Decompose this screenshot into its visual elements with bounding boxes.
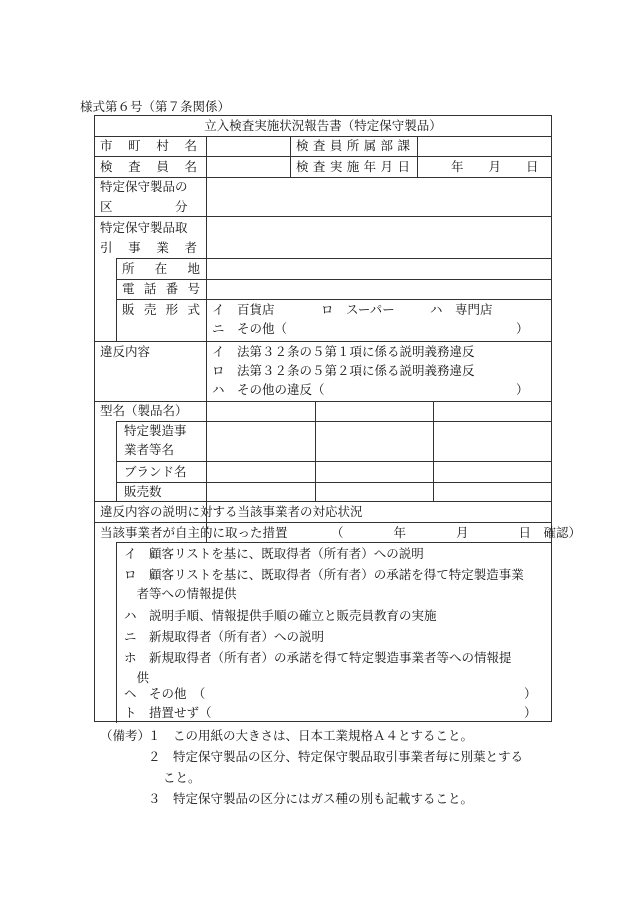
label-maker-line2: 業者等名 xyxy=(124,442,175,457)
close-paren: ） xyxy=(524,686,537,701)
rule xyxy=(95,341,551,342)
measure-other: ヘ その他 （ xyxy=(124,686,206,701)
measures-date: （ 年 月 日 確認） xyxy=(331,525,582,540)
label-sales-form: 販 売 形 式 xyxy=(122,302,200,317)
note-2-cont: こと。 xyxy=(163,770,201,785)
sales-option-supermarket: ロ スーパー xyxy=(321,302,395,317)
violation-item-ha: ハ その他の違反（ xyxy=(212,382,325,397)
rule xyxy=(95,177,551,178)
note-2: ２ 特定保守製品の区分、特定保守製品取引事業者毎に別葉とする xyxy=(148,749,524,764)
rule xyxy=(95,216,551,217)
rule xyxy=(116,482,551,483)
rule xyxy=(116,461,551,462)
rule xyxy=(95,522,551,523)
close-paren: ） xyxy=(524,705,537,720)
label-inspector: 検 査 員 名 xyxy=(100,159,197,174)
label-dealer-line1: 特定保守製品取 xyxy=(100,220,188,235)
response-heading: 違反内容の説明に対する当該事業者の対応状況 xyxy=(100,504,363,519)
measure-item: ホ 新規取得者（所有者）の承諾を得て特定製造事業者等への情報提 xyxy=(124,650,512,665)
label-category-line1: 特定保守製品の xyxy=(100,179,188,194)
label-category-line2: 区 分 xyxy=(100,199,188,214)
note-1: １ この用紙の大きさは、日本工業規格Ａ４とすること。 xyxy=(148,728,474,743)
form-title: 立入検査実施状況報告書（特定保守製品） xyxy=(204,118,442,133)
label-inspection-date: 検 査 実 施 年 月 日 xyxy=(296,159,410,174)
measure-item: ニ 新規取得者（所有者）への説明 xyxy=(124,629,325,644)
violation-item-i: イ 法第３２条の５第１項に係る説明義務違反 xyxy=(212,344,475,359)
rule xyxy=(116,542,117,723)
rule xyxy=(116,542,551,543)
rule xyxy=(290,136,291,177)
rule xyxy=(95,401,551,402)
label-inspector-dept: 検 査 員 所 属 部 課 xyxy=(296,138,410,153)
rule xyxy=(315,401,316,502)
date-value: 年 月 日 xyxy=(451,159,539,174)
label-model: 型名（製品名） xyxy=(100,403,188,418)
rule xyxy=(116,421,551,422)
rule xyxy=(206,136,207,543)
label-dealer-line2: 引 事 業 者 xyxy=(100,240,197,255)
sales-option-department-store: イ 百貨店 xyxy=(212,302,275,317)
label-phone: 電 話 番 号 xyxy=(122,281,200,296)
rule xyxy=(116,258,117,341)
measure-none: ト 措置せず（ xyxy=(124,705,212,720)
violation-item-ro: ロ 法第３２条の５第２項に係る説明義務違反 xyxy=(212,363,475,378)
rule xyxy=(433,401,434,502)
measure-item: ロ 顧客リストを基に、既取得者（所有者）の承諾を得て特定製造事業 xyxy=(124,567,524,582)
rule xyxy=(116,299,551,300)
rule xyxy=(95,156,551,157)
sales-option-other: ニ その他（ xyxy=(212,321,288,336)
measures-label: 当該事業者が自主的に取った措置 xyxy=(100,525,288,540)
rule xyxy=(116,279,551,280)
report-form-table xyxy=(94,115,582,722)
rule xyxy=(116,258,551,259)
measure-item: ハ 説明手順、情報提供手順の確立と販売員教育の実施 xyxy=(124,608,437,623)
measure-item: 者等への情報提供 xyxy=(124,586,237,601)
rule xyxy=(95,136,551,137)
rule xyxy=(417,136,418,177)
label-brand: ブランド名 xyxy=(124,464,187,479)
rule xyxy=(95,501,551,502)
close-paren: ） xyxy=(516,321,529,336)
measure-item: 供 xyxy=(124,670,150,685)
form-number: 様式第６号（第７条関係） xyxy=(80,99,231,114)
measure-item: イ 顧客リストを基に、既取得者（所有者）への説明 xyxy=(124,546,424,561)
note-3: ３ 特定保守製品の区分にはガス種の別も記載すること。 xyxy=(148,791,474,806)
notes-label: （備考） xyxy=(100,728,151,743)
close-paren: ） xyxy=(516,382,529,397)
label-maker-line1: 特定製造事 xyxy=(124,423,187,438)
label-municipality: 市 町 村 名 xyxy=(100,138,197,153)
label-violation: 違反内容 xyxy=(100,344,151,359)
label-address: 所 在 地 xyxy=(122,261,200,276)
label-quantity: 販売数 xyxy=(124,484,162,499)
sales-option-specialty-store: ハ 専門店 xyxy=(430,302,493,317)
rule xyxy=(116,421,117,502)
